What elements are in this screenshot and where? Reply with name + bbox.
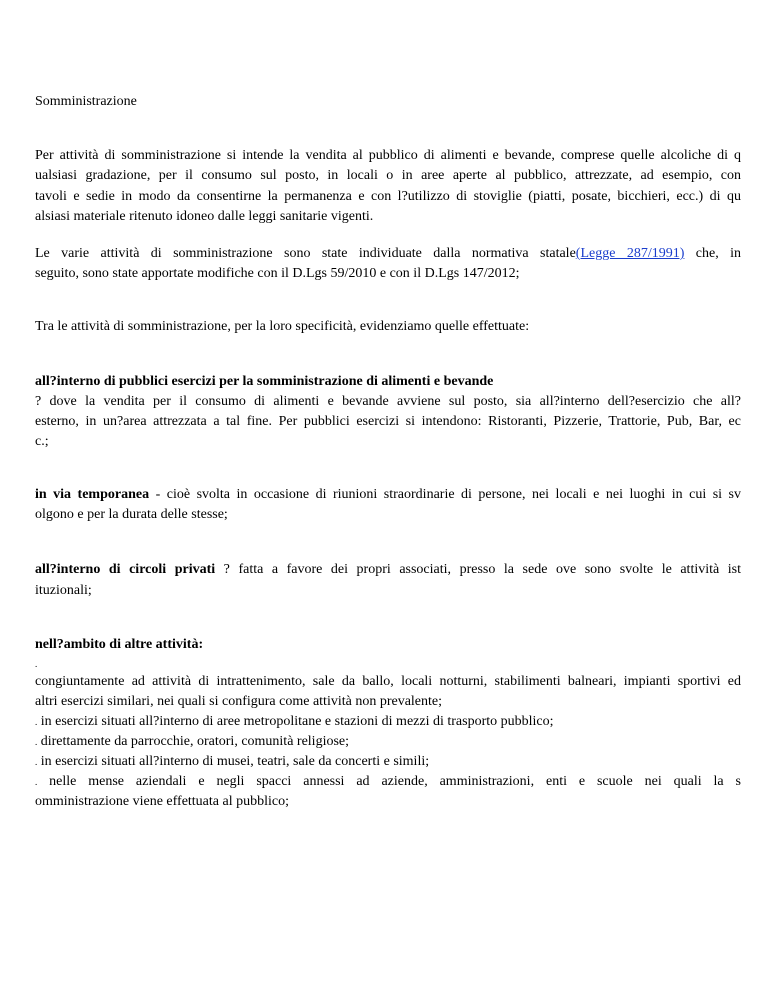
list-item-1-line1: congiuntamente ad attività di intrattenimento, sale da ballo, locali notturni, stabilimenti balneari, impianti sportivi ed [35, 674, 741, 689]
document-title: Somministrazione [35, 94, 137, 109]
section2-line1 [35, 486, 741, 504]
list-item-4-text: in esercizi situati all?interno di musei, teatri, sale da concerti e simili; [37, 754, 430, 769]
list-item-5-text: nelle mense aziendali e negli spacci annessi ad aziende, amministrazioni, enti e scuole nei quali la s [37, 774, 741, 789]
list-bullet: . [35, 777, 38, 787]
section4-heading: nell?ambito di altre attività: [35, 637, 204, 652]
list-item-5-line2: omministrazione viene effettuata al pubblico; [35, 794, 289, 809]
section3-heading: all?interno di circoli privati [35, 562, 216, 577]
list-item-1-line2: altri esercizi similari, nei quali si configura come attività non prevalente; [35, 694, 443, 709]
section1-heading: all?interno di pubblici esercizi per la somministrazione di alimenti e bevande [35, 374, 494, 389]
list-item-2-text: in esercizi situati all?interno di aree metropolitane e stazioni di mezzi di trasporto pubblico; [37, 714, 554, 729]
para2-line1 [35, 245, 741, 263]
section1-line3: c.; [35, 434, 49, 449]
section2-line2: olgono e per la durata delle stesse; [35, 507, 228, 522]
list-item-3 [35, 733, 349, 751]
list-bullet: . [35, 737, 38, 747]
section2-text: - cioè svolta in occasione di riunioni straordinarie di persone, nei locali e nei luoghi in cui si sv [149, 487, 741, 502]
section3-text: ? fatta a favore dei propri associati, presso la sede ove sono svolte le attività ist [215, 562, 741, 577]
para1-line3: tavoli e sedie in modo da consentirne la permanenza e con l?utilizzo di stoviglie (piatti, posate, bicchieri, ecc.) di qu [35, 189, 741, 204]
para2-line2: seguito, sono state apportate modifiche con il D.Lgs 59/2010 e con il D.Lgs 147/2012; [35, 266, 520, 281]
para2-text-after: che, in [684, 246, 741, 261]
list-item-5-line1 [35, 773, 741, 791]
para2-text-before: Le varie attività di somministrazione sono state individuate dalla normativa statale [35, 246, 576, 261]
legge-287-1991-link[interactable]: (Legge 287/1991) [575, 246, 685, 261]
section1-line1: ? dove la vendita per il consumo di alimenti e bevande avviene sul posto, sia all?interno dell?esercizio che all? [35, 394, 741, 409]
para1-line4: alsiasi materiale ritenuto idoneo dalle leggi sanitarie vigenti. [35, 209, 374, 224]
section3-line1 [35, 561, 741, 579]
section2-heading: in via temporanea [35, 487, 150, 502]
section1-line2: esterno, in un?area attrezzata a tal fine. Per pubblici esercizi si intendono: Ristoranti, Pizzerie, Trattorie, Pub, Bar, ec [35, 414, 741, 429]
list-bullet: . [35, 717, 38, 727]
para1-line1: Per attività di somministrazione si intende la vendita al pubblico di alimenti e bevande, comprese quelle alcoliche di q [35, 148, 741, 163]
para3-line: Tra le attività di somministrazione, per la loro specificità, evidenziamo quelle effettuate: [35, 319, 530, 334]
list-item-3-text: direttamente da parrocchie, oratori, comunità religiose; [37, 734, 350, 749]
list-item-4 [35, 753, 429, 771]
list-item-2 [35, 713, 554, 731]
para1-line2: ualsiasi gradazione, per il consumo sul posto, in locali o in aree aperte al pubblico, attrezzate, ad esempio, con [35, 168, 741, 183]
section3-line2: ituzionali; [35, 583, 92, 598]
list-bullet-mark: . [35, 659, 38, 669]
list-bullet: . [35, 757, 38, 767]
